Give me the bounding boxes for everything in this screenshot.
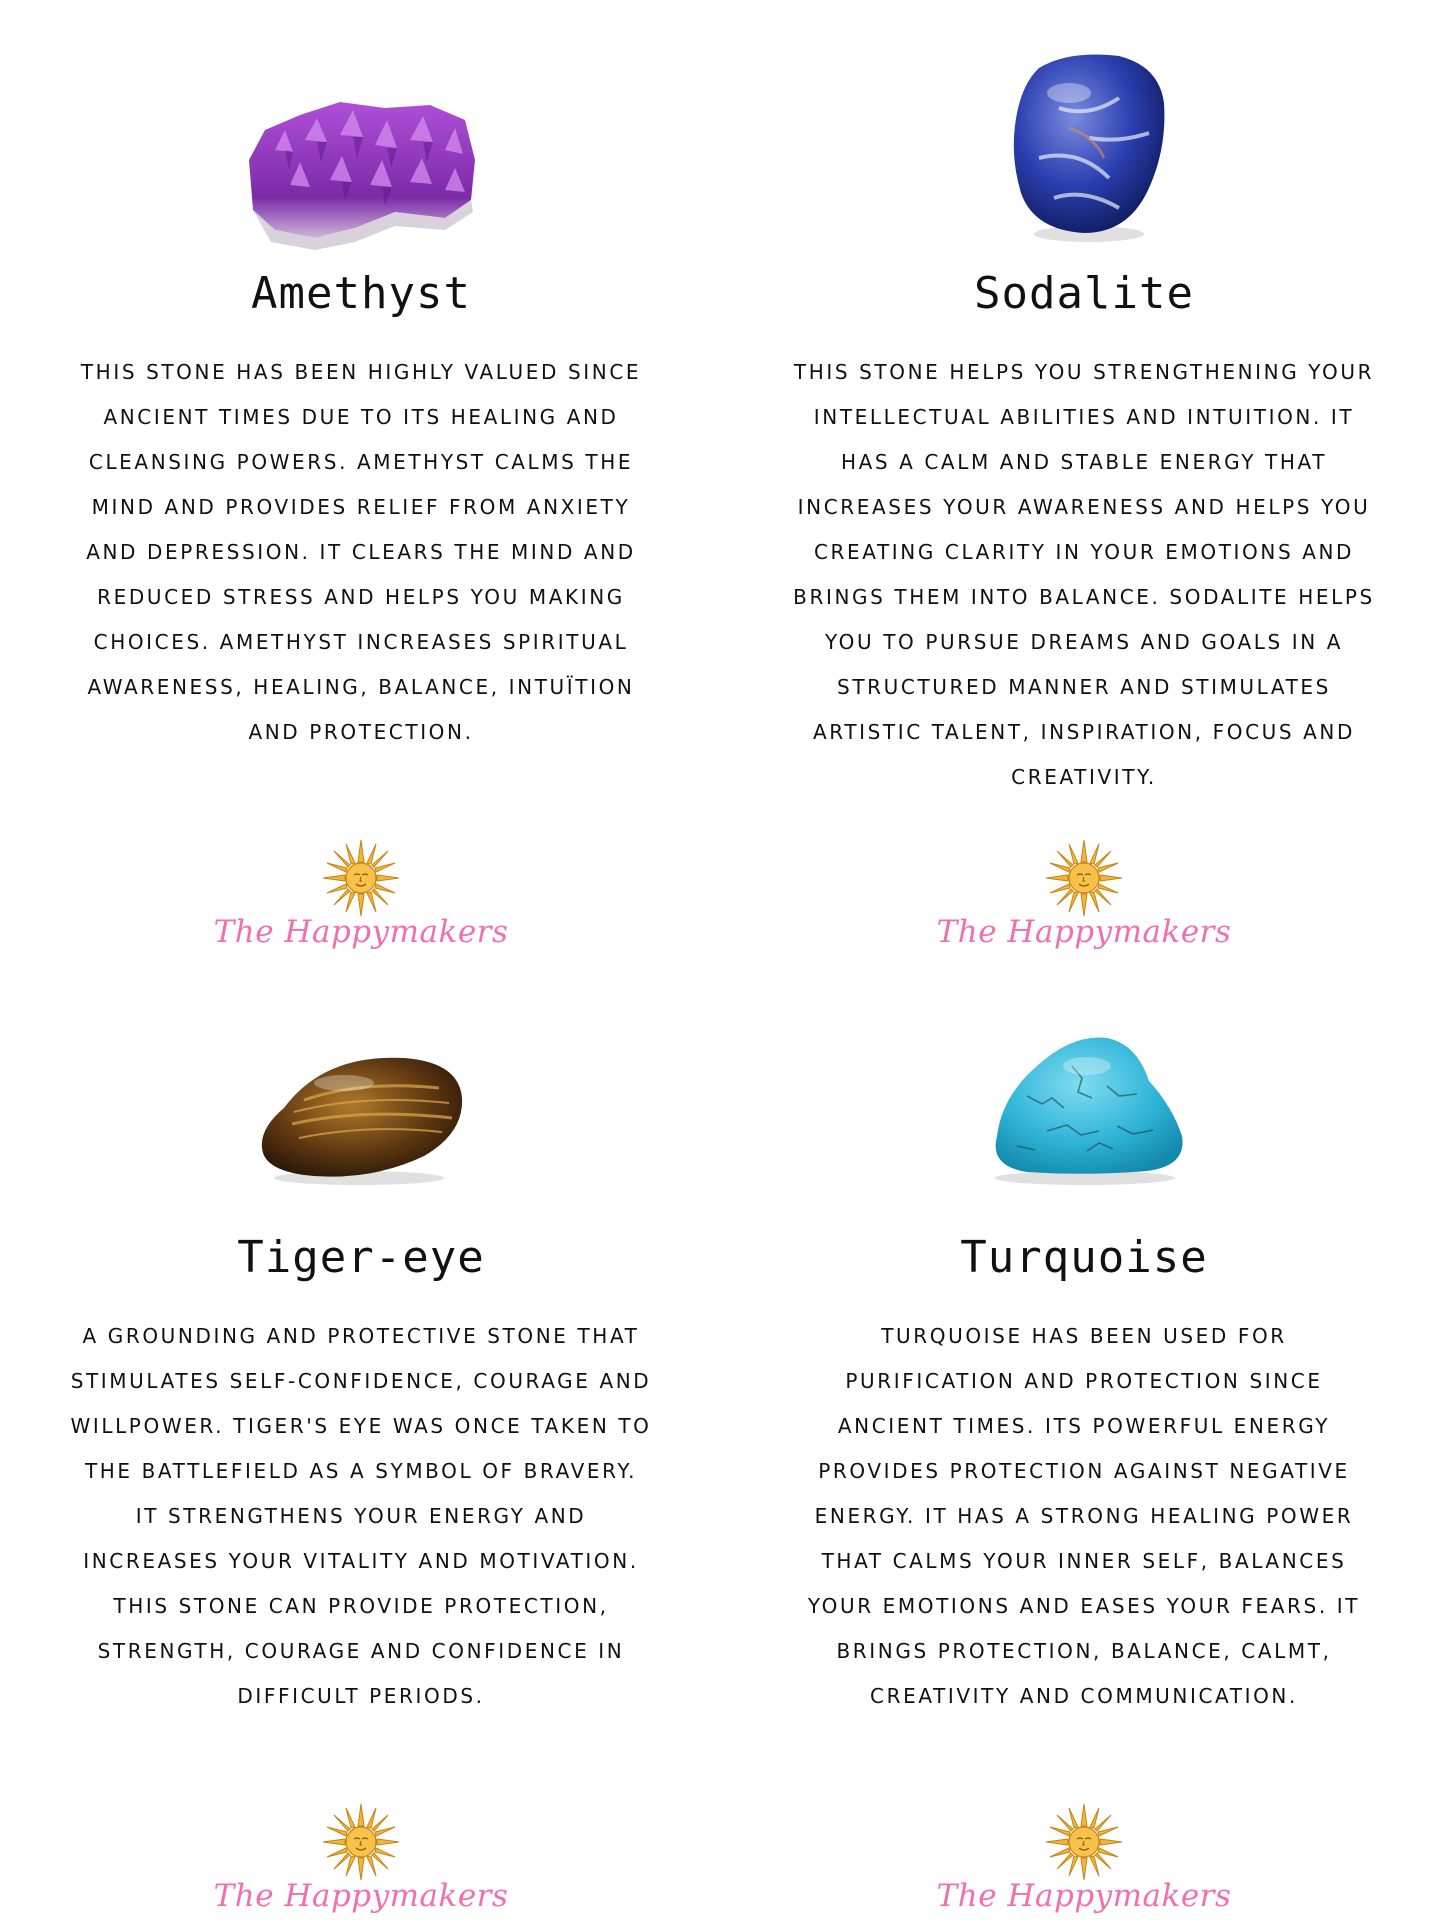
- stone-card-tiger-eye: [0, 964, 722, 1927]
- stone-description: A GROUNDING AND PROTECTIVE STONE THAT STIMULATES SELF-CONFIDENCE, COURAGE AND WILLPOWER. TIGER'S EYE WAS ONCE TAKEN TO THE BATTLEFIELD AS A SYMBOL OF BRAVERY. IT STRENGTHENS YOUR ENERGY AND INCREASES YOUR VITALITY AND MOTIVATION. THIS STONE CAN PROVIDE PROTECTION, STRENGTH, COURAGE AND CONFIDENCE IN DIFFICULT PERIODS.: [70, 1324, 652, 1708]
- brand-logo: [723, 1802, 1445, 1917]
- stone-card-sodalite: [723, 0, 1445, 963]
- stone-card-turquoise: [723, 964, 1445, 1927]
- sun-icon: [1044, 1802, 1124, 1882]
- stone-description: THIS STONE HAS BEEN HIGHLY VALUED SINCE ANCIENT TIMES DUE TO ITS HEALING AND CLEANSING POWERS. AMETHYST CALMS THE MIND AND PROVIDES RELIEF FROM ANXIETY AND DEPRESSION. IT CLEARS THE MIND AND REDUCED STRESS AND HELPS YOU MAKING CHOICES. AMETHYST INCREASES SPIRITUAL AWARENESS, HEALING, BALANCE, INTUÏTION AND PROTECTION.: [80, 360, 642, 744]
- brand-logo: [0, 838, 722, 953]
- sun-icon: [1044, 838, 1124, 918]
- sodalite-tumbled-stone-icon: [999, 48, 1169, 248]
- stone-name: Amethyst: [251, 268, 471, 319]
- brand-logo: [723, 838, 1445, 953]
- tiger-eye-tumbled-stone-icon: [254, 1048, 468, 1188]
- brand-logo: [0, 1802, 722, 1917]
- brand-name: The Happymakers: [936, 914, 1232, 950]
- brand-name: The Happymakers: [213, 1878, 509, 1914]
- turquoise-nugget-icon: [977, 1026, 1191, 1186]
- stone-card-amethyst: [0, 0, 722, 963]
- stone-description: TURQUOISE HAS BEEN USED FOR PURIFICATION AND PROTECTION SINCE ANCIENT TIMES. ITS POWERFUL ENERGY PROVIDES PROTECTION AGAINST NEGATIVE ENERGY. IT HAS A STRONG HEALING POWER THAT CALMS YOUR INNER SELF, BALANCES YOUR EMOTIONS AND EASES YOUR FEARS. IT BRINGS PROTECTION, BALANCE, CALMT, CREATIVITY AND COMMUNICATION.: [807, 1324, 1361, 1708]
- sun-icon: [321, 1802, 401, 1882]
- stone-name: Tiger-eye: [237, 1232, 485, 1283]
- amethyst-cluster-icon: [245, 90, 477, 250]
- stone-description: THIS STONE HELPS YOU STRENGTHENING YOUR INTELLECTUAL ABILITIES AND INTUITION. IT HAS A CALM AND STABLE ENERGY THAT INCREASES YOUR AWARENESS AND HELPS YOU CREATING CLARITY IN YOUR EMOTIONS AND BRINGS THEM INTO BALANCE. SODALITE HELPS YOU TO PURSUE DREAMS AND GOALS IN A STRUCTURED MANNER AND STIMULATES ARTISTIC TALENT, INSPIRATION, FOCUS AND CREATIVITY.: [793, 360, 1375, 789]
- brand-name: The Happymakers: [213, 914, 509, 950]
- stone-name: Sodalite: [974, 268, 1194, 319]
- brand-name: The Happymakers: [936, 1878, 1232, 1914]
- sun-icon: [321, 838, 401, 918]
- stone-name: Turquoise: [960, 1232, 1208, 1283]
